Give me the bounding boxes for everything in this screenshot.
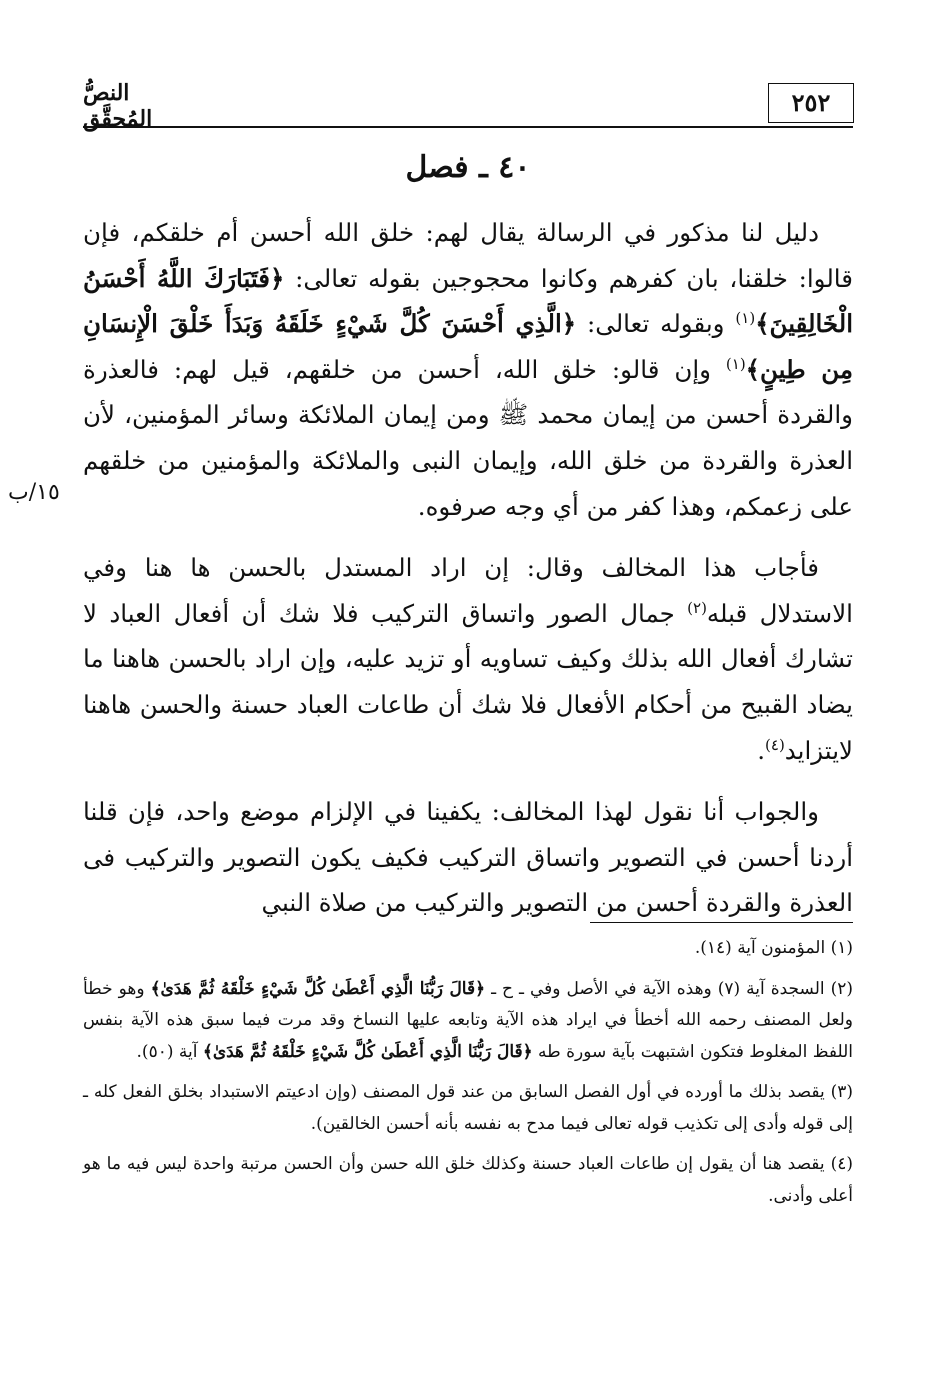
footnote-separator [590, 922, 853, 923]
quran-verse: ﴿قَالَ رَبُّنَا الَّذِي أَعْطَىٰ كُلَّ شَيْءٍ خَلْقَهُ ثُمَّ هَدَىٰ﴾ [150, 978, 486, 999]
paragraph-3 [83, 789, 853, 926]
margin-folio-note: ١٥/ب [8, 480, 60, 505]
paragraph-text: . [757, 735, 766, 765]
paragraph-text: جمال الصور واتساق التركيب فلا شك أن أفعال العباد لا تشارك أفعال الله بذلك وكيف تساويه أو تزيد عليه، وإن اراد بالحسن هاهنا ما يضاد القبيح من أحكام الأفعال فلا شك أن طاعات العباد حسنة والحسن هاهنا لايتزايد [83, 598, 853, 765]
quran-verse: ﴿فَتَبَارَكَ اللَّهُ أَحْسَنُ الْخَالِقِينَ﴾ [83, 263, 853, 339]
paragraph-text: فأجاب هذا المخالف وقال: إن اراد المستدل بالحسن ها هنا وفي الاستدلال قبله [83, 553, 853, 628]
footnote-reference: (١) [725, 354, 746, 373]
quran-verse: ﴿الَّذِي أَحْسَنَ كُلَّ شَيْءٍ خَلَقَهُ وَبَدَأَ خَلْقَ الْإِنسَانِ مِن طِينٍ﴾ [83, 309, 854, 384]
header-rule [83, 126, 853, 128]
body-text [83, 210, 853, 942]
footnote-text: وهو خطأ ولعل المصنف رحمه الله أخطأ في ايراد هذه الآية وتابعه عليها النساخ وقد مرت فيما سبق هذه الآية بنفس اللفظ المغلوط فتكون اشتبهت بآية سورة طه [83, 978, 853, 1062]
section-title: ٤٠ ـ فصل [405, 150, 531, 185]
running-title: النصُّ المُحقَّق [83, 80, 153, 132]
page-number-text: ٢٥٢ [791, 88, 831, 117]
paragraph-2 [83, 545, 853, 773]
paragraph-1 [83, 210, 853, 529]
footnote-reference: (٢) [687, 598, 707, 617]
page-number [768, 83, 854, 123]
footnote-reference: (١) [735, 309, 756, 328]
footnote-4: (٤) يقصد هنا أن يقول إن طاعات العباد حسنة وكذلك خلق الله حسن وأن الحسن مرتبة واحدة ليس فيه ما هو أعلى وأدنى. [83, 1154, 853, 1206]
footnote-3: (٣) يقصد بذلك ما أورده في أول الفصل السابق من عند قول المصنف (وإن ادعيتم الاستبداد بخلق الفعل كله ـ إلى قوله وأدى إلى تكذيب قوله تعالى فيما مدح به نفسه بأنه أحسن الخالقين). [83, 1082, 853, 1134]
paragraph-text: والجواب أنا نقول لهذا المخالف: يكفينا في الإلزام موضع واحد، فإن قلنا أردنا أحسن في التصوير واتساق التركيب فكيف يكون التصوير والتركيب فى العذرة والقردة أحسن من التصوير والتركيب من صلاة النبي [83, 797, 853, 918]
footnote-text: آية (٥٠). [136, 1041, 203, 1062]
footnotes [83, 933, 853, 1221]
footnote-reference: (٤) [765, 735, 785, 754]
paragraph-text: وإن قالو: خلق الله، أحسن من خلقهم، قيل لهم: فالعذرة والقردة أحسن من إيمان محمد ﷺ ومن إيمان الملائكة وسائر المؤمنين، لأن العذرة والقردة من خلق الله، وإيمان النبى والملائكة والمؤمنين من خلقهم على زعمكم، وهذا كفر من أي وجه صرفوه. [83, 354, 853, 521]
paragraph-text: دليل لنا مذكور في الرسالة يقال لهم: خلق الله أحسن أم خلقكم، فإن قالوا: خلقنا، بان كفرهم وكانوا محجوجين بقوله تعالى: [83, 218, 853, 293]
footnote-2 [83, 974, 853, 1069]
paragraph-text: وبقوله تعالى: [576, 309, 736, 339]
footnote-1: (١) المؤمنون آية (١٤). [694, 938, 853, 958]
footnote-text: (٢) السجدة آية (٧) وهذه الآية في الأصل وفي ـ ح ـ [485, 978, 854, 999]
quran-verse: ﴿قَالَ رَبُّنَا الَّذِي أَعْطَىٰ كُلَّ شَيْءٍ خَلْقَهُ ثُمَّ هَدَىٰ﴾ [202, 1041, 533, 1062]
